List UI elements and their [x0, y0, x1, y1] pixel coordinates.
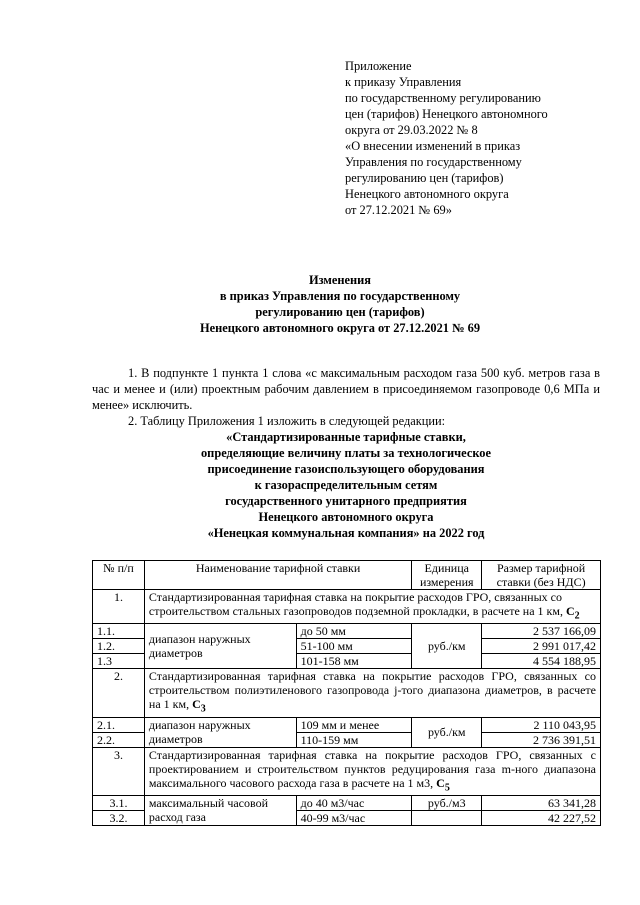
- appendix-line: от 27.12.2021 № 69»: [345, 203, 452, 217]
- section-symbol-sub: 5: [444, 782, 450, 794]
- section-num: 3.: [93, 747, 145, 795]
- row-range: 40-99 м3/час: [296, 811, 412, 826]
- subtitle-line: Ненецкого автономного округа: [258, 510, 434, 524]
- row-range: 101-158 мм: [296, 654, 412, 669]
- table-row: [93, 717, 601, 732]
- appendix-line: цен (тарифов) Ненецкого автономного: [345, 107, 548, 121]
- appendix-line: регулированию цен (тарифов): [345, 171, 504, 185]
- row-unit: руб./км: [412, 624, 482, 669]
- section-text-body: Стандартизированная тарифная ставка на покрытие расходов ГРО, связанных со строительством стальных газопроводов подземной прокладки, в расчете на 1 км,: [148, 590, 566, 618]
- row-range: 110-159 мм: [296, 732, 412, 747]
- paragraph-2: 2. Таблицу Приложения 1 изложить в следующей редакции:: [128, 414, 446, 428]
- group-label: диапазон наружных диаметров: [144, 717, 296, 747]
- header-num: № п/п: [93, 561, 145, 590]
- row-unit: руб./м3: [412, 796, 482, 811]
- title-line: регулированию цен (тарифов): [255, 305, 425, 319]
- subtitle-line: присоединение газоиспользующего оборудования: [207, 462, 485, 476]
- section-text-body: Стандартизированная тарифная ставка на покрытие расходов ГРО, связанных с проектированием и строительством пунктов редуцирования газа m-ного диапазона максимального часового расхода газа в расчете на 1 м3,: [148, 747, 596, 790]
- header-name: Наименование тарифной ставки: [144, 561, 411, 590]
- row-value: 2 537 166,09: [482, 624, 601, 639]
- row-value: 2 110 043,95: [482, 717, 601, 732]
- header-size: Размер тарифной ставки (без НДС): [482, 561, 601, 590]
- appendix-header: [345, 58, 625, 218]
- subtitle-line: государственного унитарного предприятия: [225, 494, 467, 508]
- row-range: до 50 мм: [296, 624, 412, 639]
- group-label: максимальный часовой расход газа: [144, 796, 296, 826]
- group-label: диапазон наружных диаметров: [144, 624, 296, 669]
- section-symbol: C: [436, 775, 445, 790]
- table-header-row: [93, 561, 601, 590]
- row-value: 2 736 391,51: [482, 732, 601, 747]
- title-line: Ненецкого автономного округа от 27.12.2021 № 69: [199, 321, 481, 335]
- row-num: 2.2.: [93, 732, 145, 747]
- paragraph-1: 1. В подпункте 1 пункта 1 слова «с максимальным расходом газа 500 куб. метров газа в час и менее и (или) проектным рабочим давлением в присоединяемом газопроводе 0,6 МПа и менее» исключить.: [92, 366, 600, 412]
- tariff-table: [92, 560, 601, 826]
- row-value: 63 341,28: [482, 796, 601, 811]
- subtitle-line: «Стандартизированные тарифные ставки,: [226, 430, 466, 444]
- subtitle-line: к газораспределительным сетям: [254, 478, 438, 492]
- row-num: 3.1.: [93, 796, 145, 811]
- section-text: [144, 747, 600, 795]
- section-row: [93, 590, 601, 624]
- row-num: 1.2.: [93, 639, 145, 654]
- row-value: 4 554 188,95: [482, 654, 601, 669]
- section-symbol: C: [192, 697, 201, 712]
- section-text: [144, 590, 600, 624]
- section-text-body: Стандартизированная тарифная ставка на покрытие расходов ГРО, связанных со строительством полиэтиленового газопровода j-того диапазона диаметров, в расчете на 1 км,: [148, 669, 596, 712]
- header-unit: Единица измерения: [412, 561, 482, 590]
- subtitle-line: определяющие величину платы за технологическое: [200, 446, 491, 460]
- appendix-line: «О внесении изменений в приказ: [345, 139, 521, 153]
- appendix-line: Ненецкого автономного округа: [345, 187, 509, 201]
- table-row: [93, 796, 601, 811]
- title-line: Изменения: [308, 273, 371, 287]
- table-row: [93, 624, 601, 639]
- row-value: 42 227,52: [482, 811, 601, 826]
- document-title: [60, 272, 620, 336]
- document-body: [92, 365, 600, 541]
- table-subtitle: [92, 429, 600, 541]
- section-symbol-sub: 2: [574, 610, 580, 622]
- section-row: [93, 747, 601, 795]
- section-text: [144, 669, 600, 717]
- section-num: 1.: [93, 590, 145, 624]
- row-num: 1.3: [93, 654, 145, 669]
- row-range: 51-100 мм: [296, 639, 412, 654]
- row-num: 2.1.: [93, 717, 145, 732]
- title-line: в приказ Управления по государственному: [219, 289, 461, 303]
- section-row: [93, 669, 601, 717]
- row-num: 3.2.: [93, 811, 145, 826]
- appendix-line: по государственному регулированию: [345, 91, 541, 105]
- row-range: до 40 м3/час: [296, 796, 412, 811]
- row-range: 109 мм и менее: [296, 717, 412, 732]
- appendix-line: округа от 29.03.2022 № 8: [345, 123, 478, 137]
- subtitle-line: «Ненецкая коммунальная компания» на 2022 год: [207, 526, 485, 540]
- row-num: 1.1.: [93, 624, 145, 639]
- row-unit-empty: [412, 811, 482, 826]
- section-num: 2.: [93, 669, 145, 717]
- appendix-line: Приложение: [345, 59, 412, 73]
- section-symbol-sub: 3: [200, 703, 206, 715]
- appendix-line: к приказу Управления: [345, 75, 462, 89]
- section-symbol: C: [565, 604, 575, 618]
- appendix-line: Управления по государственному: [345, 155, 522, 169]
- row-value: 2 991 017,42: [482, 639, 601, 654]
- row-unit: руб./км: [412, 717, 482, 747]
